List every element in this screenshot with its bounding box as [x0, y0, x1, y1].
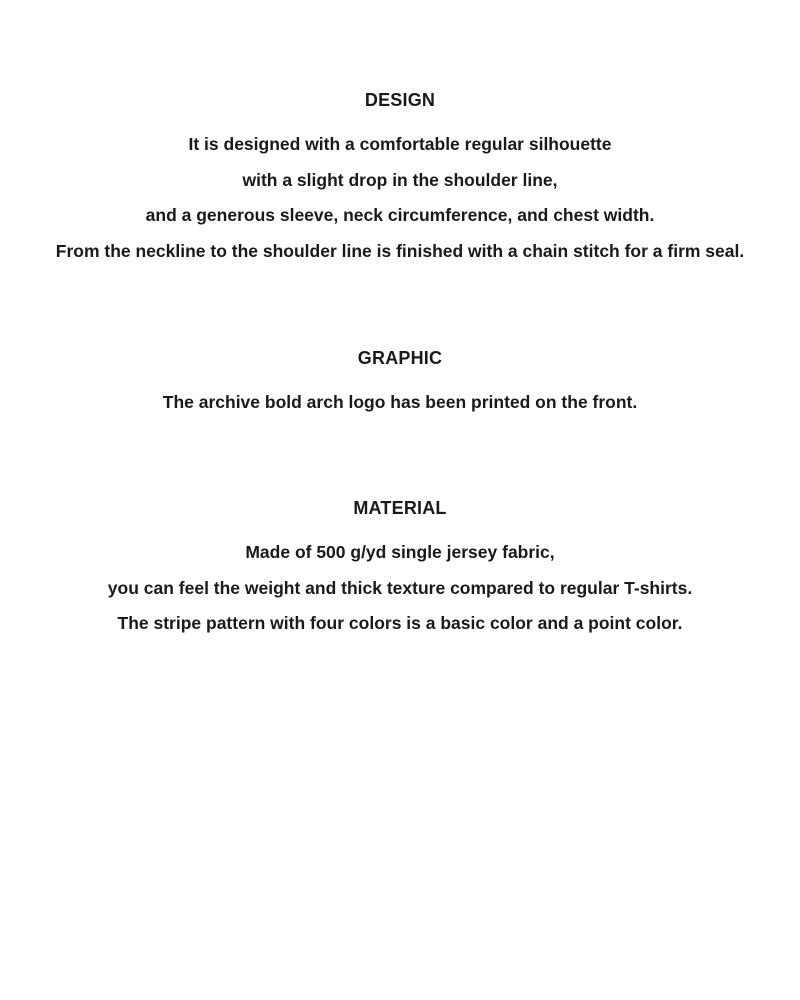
design-line: and a generous sleeve, neck circumference, and chest width.: [145, 205, 655, 225]
material-heading: MATERIAL: [353, 498, 447, 518]
material-line: The stripe pattern with four colors is a basic color and a point color.: [117, 613, 683, 633]
graphic-heading: GRAPHIC: [357, 348, 443, 368]
design-line: It is designed with a comfortable regular silhouette: [188, 134, 612, 154]
design-heading: DESIGN: [364, 90, 436, 110]
material-line: you can feel the weight and thick texture compared to regular T-shirts.: [107, 577, 693, 598]
graphic-section: [0, 347, 800, 427]
graphic-text: [0, 391, 800, 413]
graphic-line: The archive bold arch logo has been printed on the front.: [162, 392, 638, 412]
material-line: Made of 500 g/yd single jersey fabric,: [245, 542, 555, 562]
design-section: [0, 89, 800, 275]
material-text: [0, 541, 800, 634]
design-text: [0, 133, 800, 262]
design-line: From the neckline to the shoulder line is finished with a chain stitch for a firm seal.: [55, 240, 745, 261]
design-line: with a slight drop in the shoulder line,: [242, 169, 558, 190]
material-section: [0, 497, 800, 648]
